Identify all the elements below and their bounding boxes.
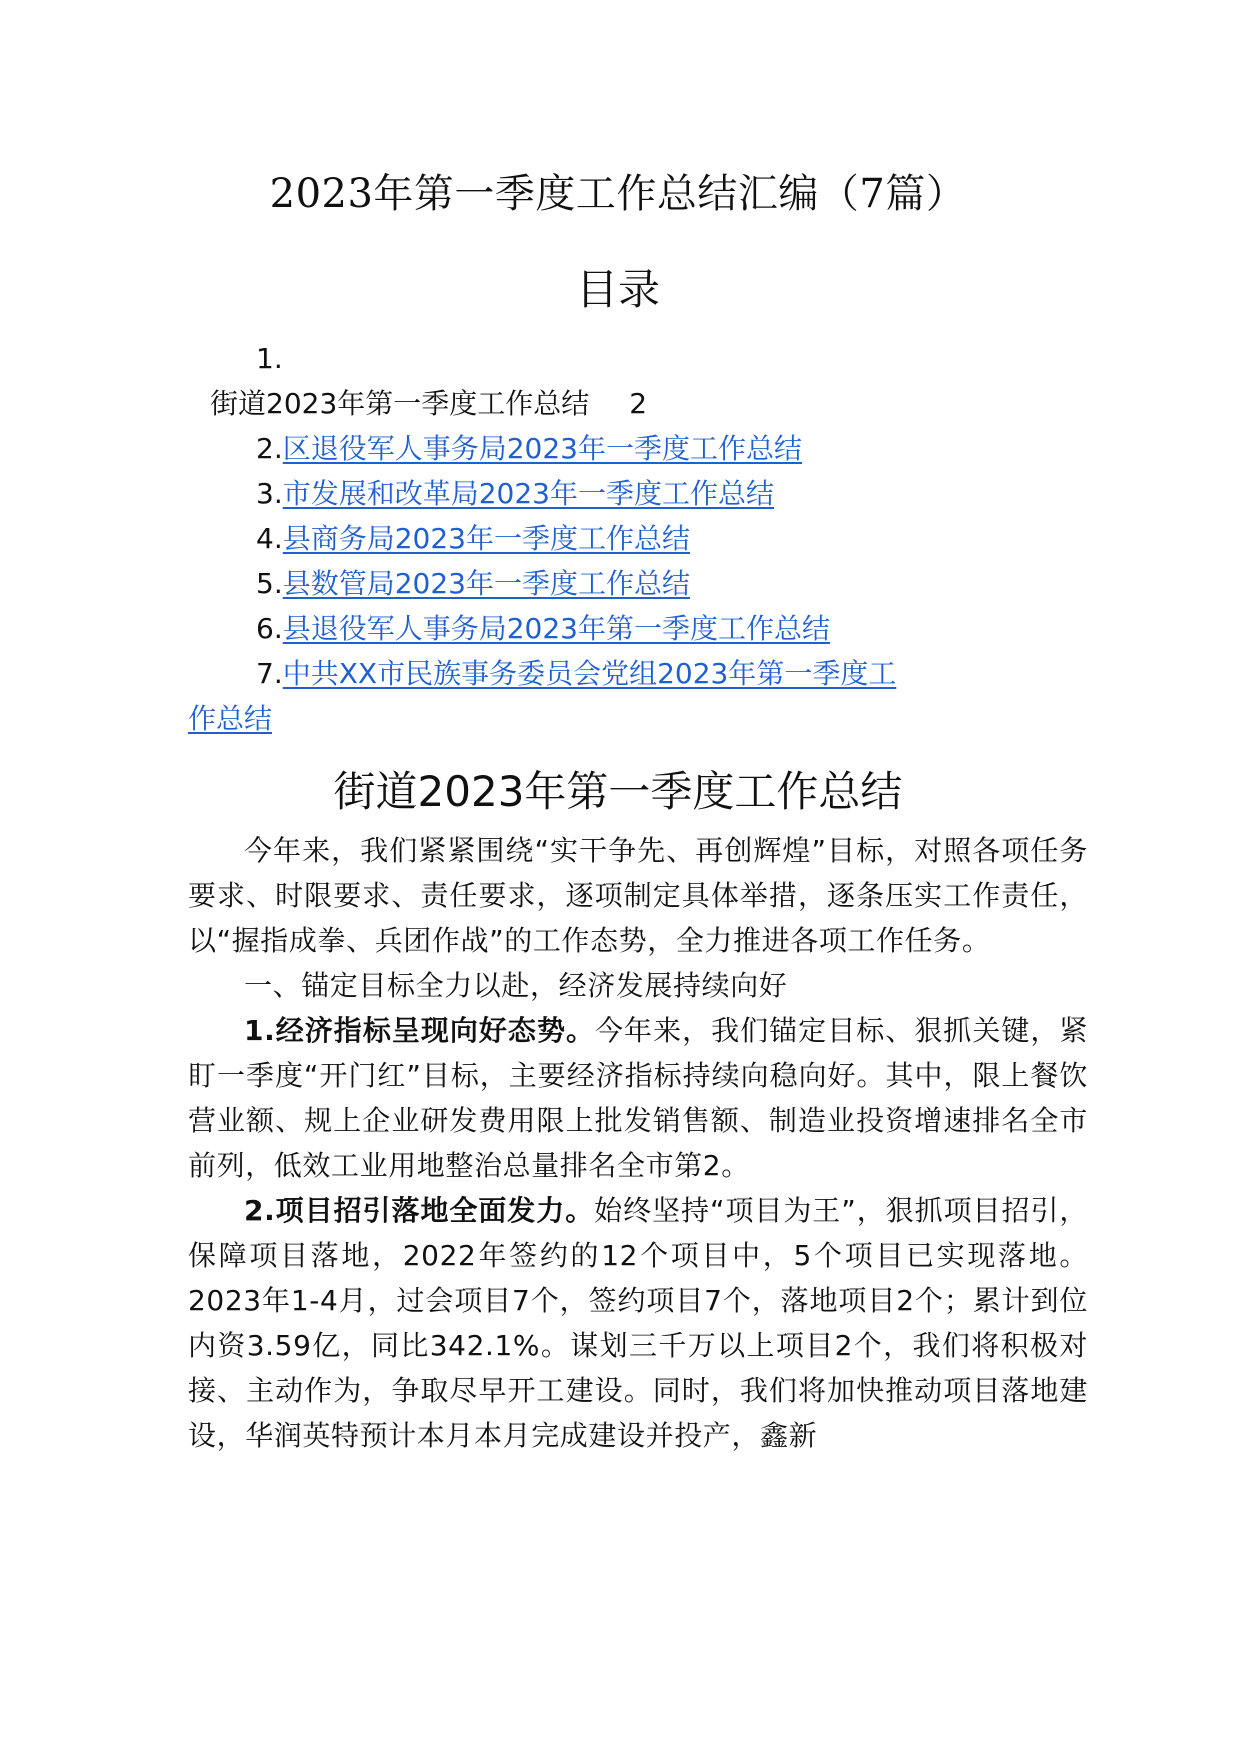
toc-item-5[interactable]: 5.县数管局2023年一季度工作总结 [256,567,690,600]
toc-heading: 目录 [575,265,660,314]
item-2-text: 始终坚持“项目为王”，狠抓项目招引，保障项目落地，2022年签约的12个项目中，5个项目已实现落地。2023年1-4月，过会项目7个，签约项目7个，落地项目2个；累计到位内资3.59亿，同比342.1%。谋划三千万以上项目2个，我们将积极对接、主动作为，争取尽早开工建设。同时，我们将加快推动项目落地建设，华润英特预计本月本月完成建设并投产，鑫新 [188,1194,1088,1452]
item-2-lead: 2.项目招引落地全面发力。 [244,1194,595,1227]
item-1-paragraph [188,1008,1088,1188]
toc-item-3[interactable]: 3.市发展和改革局2023年一季度工作总结 [256,477,774,510]
toc-link-7-cont[interactable]: 作总结 [188,702,273,735]
item-1-text: 今年来，我们锚定目标、狠抓关键，紧盯一季度“开门红”目标，主要经济指标持续向稳向好。其中，限上餐饮营业额、规上企业研发费用限上批发销售额、制造业投资增速排名全市前列，低效工业用地整治总量排名全市第2。 [188,1014,1089,1182]
toc-item-1-number: 1. [256,342,283,375]
document-page [188,0,1088,1754]
toc-item-7[interactable]: 7.中共XX市民族事务委员会党组2023年第一季度工 [256,657,897,690]
toc-item-6[interactable]: 6.县退役军人事务局2023年第一季度工作总结 [256,612,830,645]
item-1-lead: 1.经济指标呈现向好态势。 [244,1014,596,1047]
toc-item-1-title[interactable]: 街道2023年第一季度工作总结 [210,387,590,420]
toc-link-4[interactable]: 县商务局2023年一季度工作总结 [282,522,690,555]
toc-link-3[interactable]: 市发展和改革局2023年一季度工作总结 [282,477,774,510]
toc-link-5[interactable]: 县数管局2023年一季度工作总结 [282,567,690,600]
toc-item-1-page: 2 [629,387,648,420]
item-2-paragraph [188,1188,1088,1458]
toc-item-7-cont[interactable] [188,696,1088,741]
toc-item-1[interactable] [188,381,1088,426]
section-body [188,828,1088,1458]
toc-link-2[interactable]: 区退役军人事务局2023年一季度工作总结 [282,432,802,465]
toc-item-2[interactable]: 2.区退役军人事务局2023年一季度工作总结 [256,432,802,465]
document-title: 2023年第一季度工作总结汇编（7篇） [269,171,967,217]
section-title: 街道2023年第一季度工作总结 [333,767,903,816]
toc-link-7[interactable]: 中共XX市民族事务委员会党组2023年第一季度工 [282,657,897,690]
toc-link-6[interactable]: 县退役军人事务局2023年第一季度工作总结 [282,612,830,645]
table-of-contents [188,336,1088,741]
intro-paragraph: 今年来，我们紧紧围绕“实干争先、再创辉煌”目标，对照各项任务要求、时限要求、责任要求，逐项制定具体举措，逐条压实工作责任，以“握指成拳、兵团作战”的工作态势，全力推进各项工作任务。 [188,834,1088,957]
section-heading-1: 一、锚定目标全力以赴，经济发展持续向好 [244,969,788,1002]
toc-item-4[interactable]: 4.县商务局2023年一季度工作总结 [256,522,690,555]
